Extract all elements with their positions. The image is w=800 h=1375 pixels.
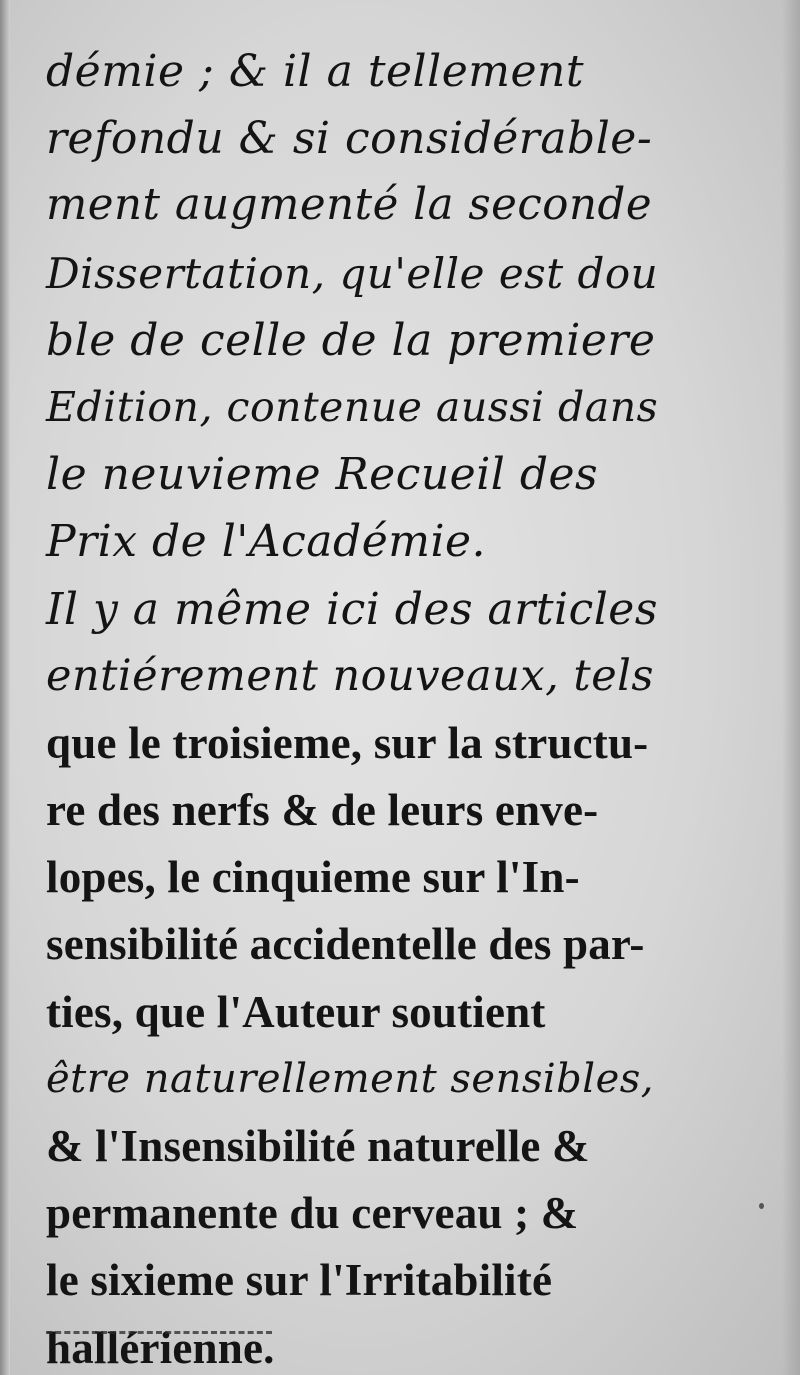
text-line: hallérienne. [46,1322,275,1373]
text-line: démie ; & il a tellement [46,46,585,97]
text-line: re des nerfs & de leurs enve- [46,785,599,836]
text-line: Prix de l'Académie. [46,516,487,568]
text-line: entiérement nouveaux, tels [46,650,654,701]
paper-speck [759,1203,764,1209]
text-line: le sixieme sur l'Irritabilité [46,1255,553,1306]
text-line: refondu & si considérable- [46,113,653,165]
body-text [46,38,658,1375]
text-line: Edition, contenue aussi dans [46,382,659,431]
page-right-edge-shadow [782,0,800,1375]
text-line: Il y a même ici des articles [46,583,658,635]
scan-underline-mark [46,1317,272,1334]
text-line: ble de celle de la premiere [46,314,656,366]
page-left-edge-shadow [0,0,10,1375]
text-line: être naturellement sensibles, [46,1055,654,1102]
text-line: ties, que l'Auteur soutient [46,986,546,1037]
text-line: sensibilité accidentelle des par- [46,919,645,970]
text-line: le neuvieme Recueil des [46,449,599,501]
text-line: permanente du cerveau ; & [46,1188,579,1239]
text-line: ment augmenté la seconde [46,180,653,231]
text-line: lopes, le cinquieme sur l'In- [46,852,580,903]
text-line: que le troisieme, sur la structu- [46,717,649,768]
text-line: & l'Insensibilité naturelle & [46,1121,590,1171]
text-line: Dissertation, qu'elle est dou [46,248,659,298]
